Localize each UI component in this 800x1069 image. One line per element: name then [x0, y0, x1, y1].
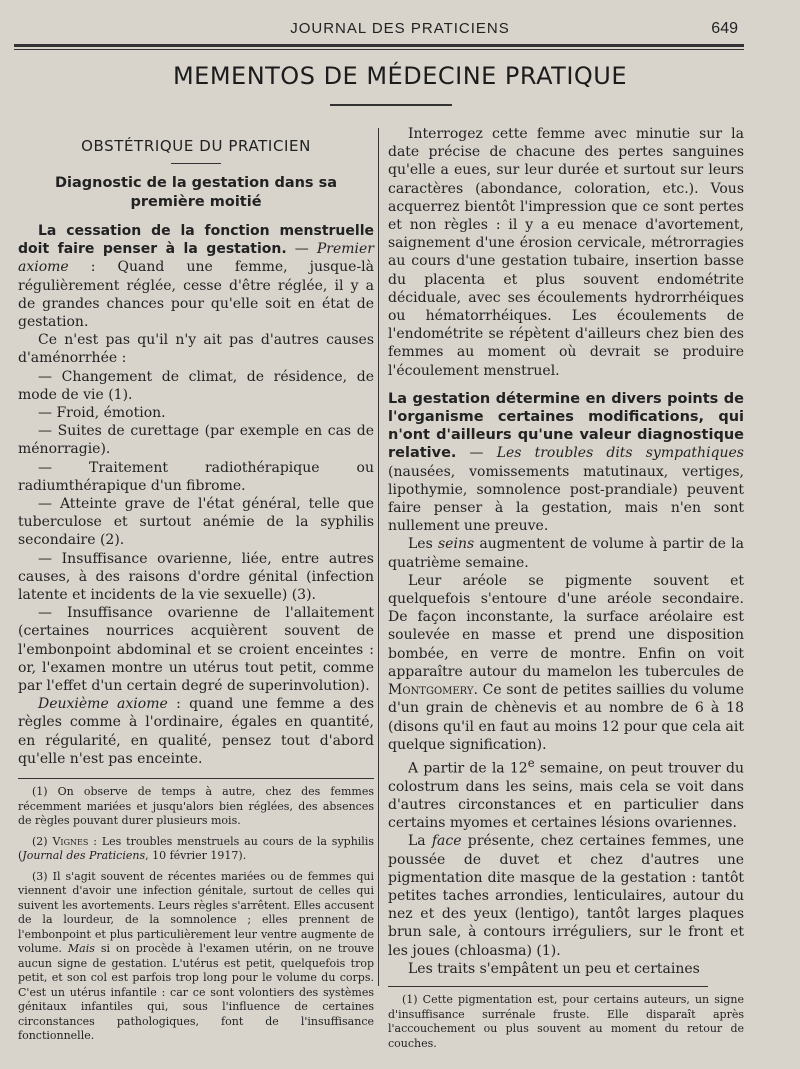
list-item: — Atteinte grave de l'état général, telle que tuberculose et surtout anémie de la syphilis secondaire (2).: [18, 496, 374, 549]
italic-term: Les troubles dits sympathiques: [496, 445, 744, 462]
footnote-rule: [388, 986, 708, 987]
left-column: [18, 125, 374, 1050]
footnote: [18, 835, 374, 864]
paragraph: [18, 222, 374, 331]
paragraph-text: semaine, on peut trouver du colostrum dans les seins, mais cela se voit dans d'autres circonstances et en particulier dans certains myomes et certaines lésions ovariennes.: [388, 760, 744, 832]
section-title: OBSTÉTRIQUE DU PRATICIEN: [81, 137, 311, 155]
paragraph: Les traits s'empâtent un peu et certaines: [408, 960, 700, 977]
paragraph-text: Leur aréole se pigmente souvent et quelquefois s'entoure d'une aréole secondaire. De façon inconstante, la surface aréolaire est soulevée en masse et prend une disposition bombée, en verre de montre. Enfin on voit apparaître autour du mamelon les tubercules de: [388, 572, 744, 680]
italic-term: face: [431, 833, 462, 850]
dash: —: [456, 445, 497, 462]
paragraph: [388, 754, 744, 832]
paragraph-text: présente, chez certaines femmes, une poussée de duvet et chez d'autres une pigmentation dite masque de la gestation : tantôt petites taches arrondies, lenticulaires, autour du nez et des yeux (lentigo), tantôt larges plaques brun sale, à contours irréguliers, sur le front et les joues (chloasma) (1).: [388, 833, 744, 959]
paragraph-text: augmentent de volume à partir de la quatrième semaine.: [388, 536, 745, 571]
footnote-text: (2): [32, 834, 53, 848]
bold-lead: La gestation détermine en divers points de l'organisme certaines modifications, qui n'ont d'ailleurs qu'une valeur diagnostique relative.: [388, 390, 744, 462]
dash: —: [286, 241, 317, 258]
title-rule: [330, 104, 452, 106]
italic-term: Deuxième axiome: [38, 696, 168, 713]
paragraph: Interrogez cette femme avec minutie sur la date précise de chacune des pertes sanguines qu'elle a eues, sur leur durée et surtout sur leurs caractères (abondance, coloration, etc.). Vous acquerrez bientôt l'impression que ce sont pertes et non règles : il y a eu menace d'avortement, saignement d'une érosion cervicale, métrorragies au cours d'une gestation tubaire, insertion basse du placenta et plus souvent endométrite déciduale, avec ses écoulements hydrorrhéiques ou hématorrhéiques. Les écoulements de l'endométrite se répètent d'ailleurs chez bien des femmes au moment où devrait se produire l'écoulement menstruel.: [388, 126, 744, 379]
paragraph: Ce n'est pas qu'il n'y ait pas d'autres causes d'aménorrhée :: [18, 332, 374, 367]
section-rule: [171, 163, 221, 164]
author-name: Montgomery: [388, 682, 474, 699]
paragraph-text: Les: [408, 536, 438, 553]
paragraph-text: La: [408, 833, 432, 850]
right-column: [388, 125, 744, 1057]
paragraph-text: : quand une femme a des règles comme à l'ordinaire, égales en quantité, en régularité, en qualité, pensez tout d'abord qu'elle n'est pas enceinte.: [18, 696, 375, 767]
paragraph-text: (nausées, vomissements matutinaux, vertiges, lipothymie, somnolence post-prandiale) peuvent faire penser à la gestation, mais n'en sont nullement une preuve.: [388, 463, 744, 535]
list-item: — Suites de curettage (par exemple en cas de ménorragie).: [18, 423, 374, 458]
list-item: — Froid, émotion.: [38, 405, 166, 422]
paragraph-text: A partir de la 12: [408, 760, 528, 777]
paragraph: [388, 535, 744, 571]
list-item: — Changement de climat, de résidence, de mode de vie (1).: [18, 368, 374, 403]
page-title: MEMENTOS DE MÉDECINE PRATIQUE: [172, 62, 628, 90]
page-number: 649: [711, 20, 738, 37]
list-item: — Insuffisance ovarienne de l'allaitement (certaines nourrices acquièrent souvent de l'embonpoint abdominal et se croient enceintes : or, l'examen montre un utérus tout petit, comme par l'effet d'un certain degré de superinvolution).: [18, 605, 374, 695]
paragraph: [388, 832, 744, 959]
author-name: Vignes: [52, 834, 89, 848]
paragraph: [388, 390, 744, 536]
list-item: — Insuffisance ovarienne, liée, entre autres causes, à des raisons d'ordre génital (infection latente et incidents de la vie sexuelle) (3).: [18, 550, 374, 604]
italic-term: Premier axiome: [18, 241, 375, 276]
italic-term: Mais: [67, 942, 95, 956]
superscript: e: [527, 755, 535, 770]
footnote: (1) On observe de temps à autre, chez des femmes récemment mariées et jusqu'alors bien réglées, des absences de règles pouvant durer plusieurs mois.: [18, 785, 374, 828]
running-head: [0, 18, 800, 42]
header-rule: [14, 44, 744, 47]
list-item: — Traitement radiothérapique ou radiumthérapique d'un fibrome.: [18, 459, 374, 494]
paragraph-text: . Ce sont de petites saillies du volume d'un grain de chènevis et au nombre de 6 à 18 (disons qu'il en faut au moins 12 pour que cela ait quelque signification).: [388, 682, 744, 753]
footnote-text: , 10 février 1917).: [145, 849, 247, 863]
article-subhead: Diagnostic de la gestation dans sa première moitié: [54, 175, 338, 210]
footnote-text: si on procède à l'examen utérin, on ne trouve aucun signe de gestation. L'utérus est petit, quelquefois trop petit, et son col est parfois trop long pour le volume du corps. C'est un utérus infantile : car ce sont volontiers des systèmes génitaux infantiles qui, sous l'influence de certaines circonstances pathologiques, font de l'insuffisance fonctionnelle.: [18, 942, 374, 1043]
paragraph-text: : Quand une femme, jusque-là régulièrement réglée, cesse d'être réglée, il y a de grandes chances pour qu'elle soit en état de gestation.: [18, 259, 374, 331]
footnote-text: : Les troubles menstruels au cours de la syphilis (: [18, 834, 374, 863]
footnotes: [18, 778, 374, 1044]
footnote: [18, 870, 374, 1044]
header-rule-thin: [14, 49, 744, 50]
footnote: (1) Cette pigmentation est, pour certains auteurs, un signe d'insuffisance surrénale fruste. Elle disparaît après l'accouchement ou plus souvent au moment du retour de couches.: [388, 993, 744, 1050]
bold-lead: La cessation de la fonction menstruelle doit faire penser à la gestation.: [18, 223, 374, 258]
paragraph: [388, 572, 744, 754]
paragraph: [18, 695, 374, 768]
italic-term: seins: [438, 536, 475, 553]
footnote-text: (3) Il s'agit souvent de récentes mariées ou de femmes qui viennent d'avoir une infection génitale, surtout de celles qui suivent les avortements. Leurs règles s'arrêtent. Elles accusent de la lourdeur, de la somnolence ; elles prennent de l'embonpoint et plus particulièrement leur ventre augmente de volume.: [18, 869, 374, 956]
column-divider: [378, 128, 379, 986]
citation-title: Journal des Praticiens: [22, 849, 146, 863]
journal-name: JOURNAL DES PRATICIENS: [290, 20, 510, 37]
